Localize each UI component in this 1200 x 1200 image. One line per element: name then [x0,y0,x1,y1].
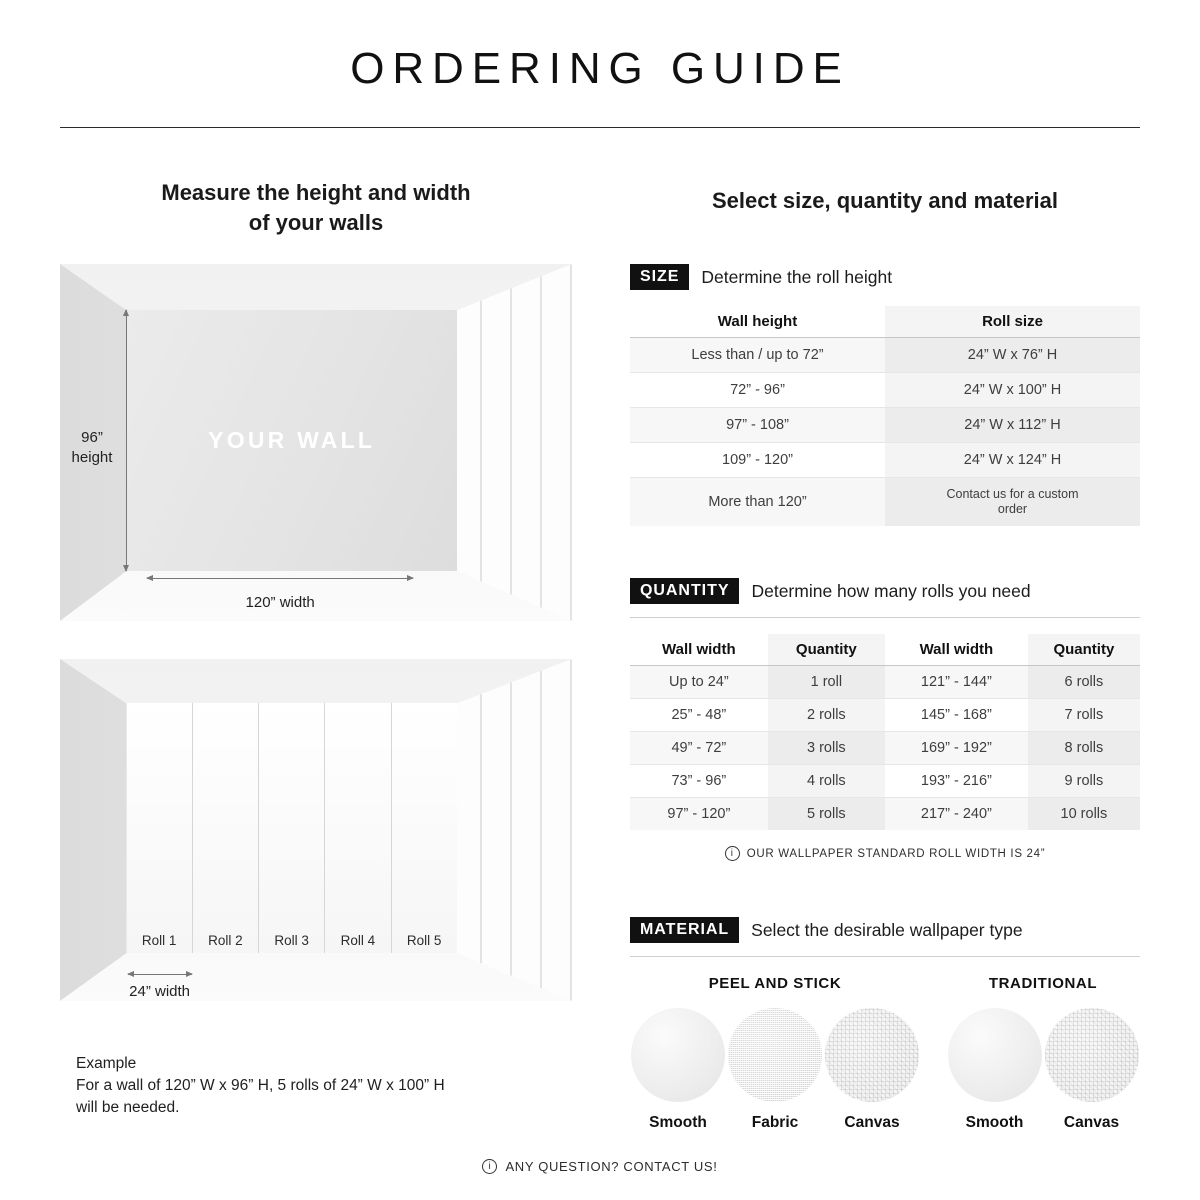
quantity-cell: 4 rolls [768,765,885,798]
roll-panel [392,703,457,953]
wall-width-header: Wall width [885,634,1028,666]
quantity-cell: 5 rolls [768,798,885,831]
material-badge: MATERIAL [630,917,739,943]
table-row [630,408,1140,443]
wall-height-cell: Less than / up to 72” [630,338,885,373]
select-heading: Select size, quantity and material [711,188,1058,213]
traditional-group [946,975,1140,1132]
info-icon-glyph: i [488,1161,492,1172]
wall-width-cell: 25” - 48” [630,699,768,732]
quantity-section [630,578,1140,861]
quantity-cell: 7 rolls [1028,699,1140,732]
width-measure-line [147,578,413,579]
roll-panels [127,703,457,953]
material-groups [630,975,1140,1132]
roll-label: Roll 3 [274,933,309,949]
quantity-cell: 8 rolls [1028,732,1140,765]
info-icon [725,846,740,861]
peel-and-stick-group [630,975,920,1132]
roll-width-label: 24” width [129,982,191,1000]
material-option [948,1008,1042,1132]
wall-height-cell: More than 120” [708,494,807,510]
material-option [631,1008,725,1132]
table-row [630,732,1140,765]
quantity-cell: 6 rolls [1028,666,1140,699]
size-table [630,306,1140,526]
size-section-head [630,264,1140,290]
info-icon-glyph: i [730,848,734,859]
quantity-cell: 9 rolls [1028,765,1140,798]
wall-measure-illustration [60,264,572,621]
roll-panel [193,703,259,953]
quantity-caption: Determine how many rolls you need [751,580,1031,601]
wall-width-cell: 97” - 120” [667,806,731,822]
table-header-row [630,634,1140,666]
your-wall-label: YOUR WALL [208,427,376,454]
material-option [728,1008,822,1132]
wall-height-cell: 72” - 96” [630,373,885,408]
table-row [630,478,1140,527]
roll-size-cell: 24” W x 112” H [885,408,1140,443]
table-row [630,798,1140,831]
table-row [630,373,1140,408]
quantity-header: Quantity [768,634,885,666]
page-title: ORDERING GUIDE [350,44,850,93]
fabric-texture-swatch [728,1008,822,1102]
roll-label: Roll 5 [406,933,442,949]
quantity-cell: 2 rolls [768,699,885,732]
example-title: Example [76,1055,137,1072]
smooth-texture-swatch [948,1008,1042,1102]
roll-size-cell: 24” W x 124” H [885,443,1140,478]
roll-size-cell: 24” W x 76” H [885,338,1140,373]
wall-height-header: Wall height [630,306,885,338]
table-row [630,699,1140,732]
measure-section [60,178,572,1119]
quantity-header: Quantity [1028,634,1140,666]
quantity-table [630,634,1140,830]
table-row [630,443,1140,478]
example-line1: For a wall of 120” W x 96” H, 5 rolls of 24” W x 100” H [76,1077,445,1094]
wall-width-header: Wall width [630,634,768,666]
height-value: 96” [81,429,103,447]
example-note [60,1053,572,1119]
custom-order-note: Contact us for a custom order [946,487,1079,516]
title-divider [60,127,1140,128]
measure-heading [60,178,572,238]
measure-heading-line2: of your walls [248,210,384,235]
material-option [1045,1008,1139,1132]
canvas-texture-swatch [1045,1008,1139,1102]
roll-width-note [630,846,1140,861]
material-label: Smooth [649,1114,707,1131]
table-header-row [630,306,1140,338]
table-row [630,666,1140,699]
wall-width-cell: 145” - 168” [885,699,1028,732]
info-icon [482,1159,497,1174]
traditional-title: TRADITIONAL [988,975,1098,992]
wall-width-cell: 169” - 192” [885,732,1028,765]
peel-and-stick-options [630,1008,920,1132]
material-section [630,917,1140,1132]
rolls-illustration [60,659,572,1001]
smooth-texture-swatch [631,1008,725,1102]
width-label: 120” width [245,594,315,612]
table-row [630,765,1140,798]
roll-panel [259,703,325,953]
wall-width-cell: Up to 24” [630,666,768,699]
roll-label: Roll 4 [340,933,376,949]
traditional-options [946,1008,1140,1132]
wall-width-cell: 121” - 144” [885,666,1028,699]
roll-size-cell [885,478,1140,527]
quantity-cell: 1 roll [768,666,885,699]
canvas-texture-swatch [825,1008,919,1102]
material-label: Fabric [751,1114,799,1131]
material-section-head [630,917,1140,957]
table-row [630,338,1140,373]
wall-height-cell: 97” - 108” [630,408,885,443]
roll-label: Roll 2 [208,933,243,949]
size-badge: SIZE [630,264,689,290]
wall-width-cell: 217” - 240” [920,806,992,822]
footer-text: ANY QUESTION? CONTACT US! [505,1159,718,1174]
material-label: Canvas [1063,1114,1120,1131]
quantity-section-head [630,578,1140,618]
wall-height-cell: 109” - 120” [630,443,885,478]
quantity-cell: 10 rolls [1028,798,1140,831]
roll-label: Roll 1 [141,933,177,949]
size-section [630,264,1140,526]
roll-width-measure-line [128,974,192,975]
height-measure-line [126,310,127,571]
wall-width-cell: 73” - 96” [630,765,768,798]
wall-width-cell: 193” - 216” [885,765,1028,798]
select-section [630,186,1140,1132]
back-wall [127,310,457,571]
roll-size-header: Roll size [885,306,1140,338]
size-caption: Determine the roll height [701,266,893,287]
height-word: height [71,449,113,467]
peel-and-stick-title: PEEL AND STICK [708,975,842,992]
roll-panel [325,703,391,953]
roll-size-cell: 24” W x 100” H [885,373,1140,408]
material-option [825,1008,919,1132]
wall-width-cell: 49” - 72” [630,732,768,765]
material-caption: Select the desirable wallpaper type [751,919,1023,940]
quantity-cell: 3 rolls [768,732,885,765]
example-line2: will be needed. [76,1099,180,1116]
quantity-badge: QUANTITY [630,578,739,604]
material-label: Canvas [844,1114,900,1131]
height-label [63,428,122,468]
material-label: Smooth [965,1114,1024,1131]
roll-width-note-text: OUR WALLPAPER STANDARD ROLL WIDTH IS 24” [746,847,1046,860]
footer [0,1159,1200,1174]
measure-heading-line1: Measure the height and width [161,180,471,205]
roll-panel [127,703,193,953]
